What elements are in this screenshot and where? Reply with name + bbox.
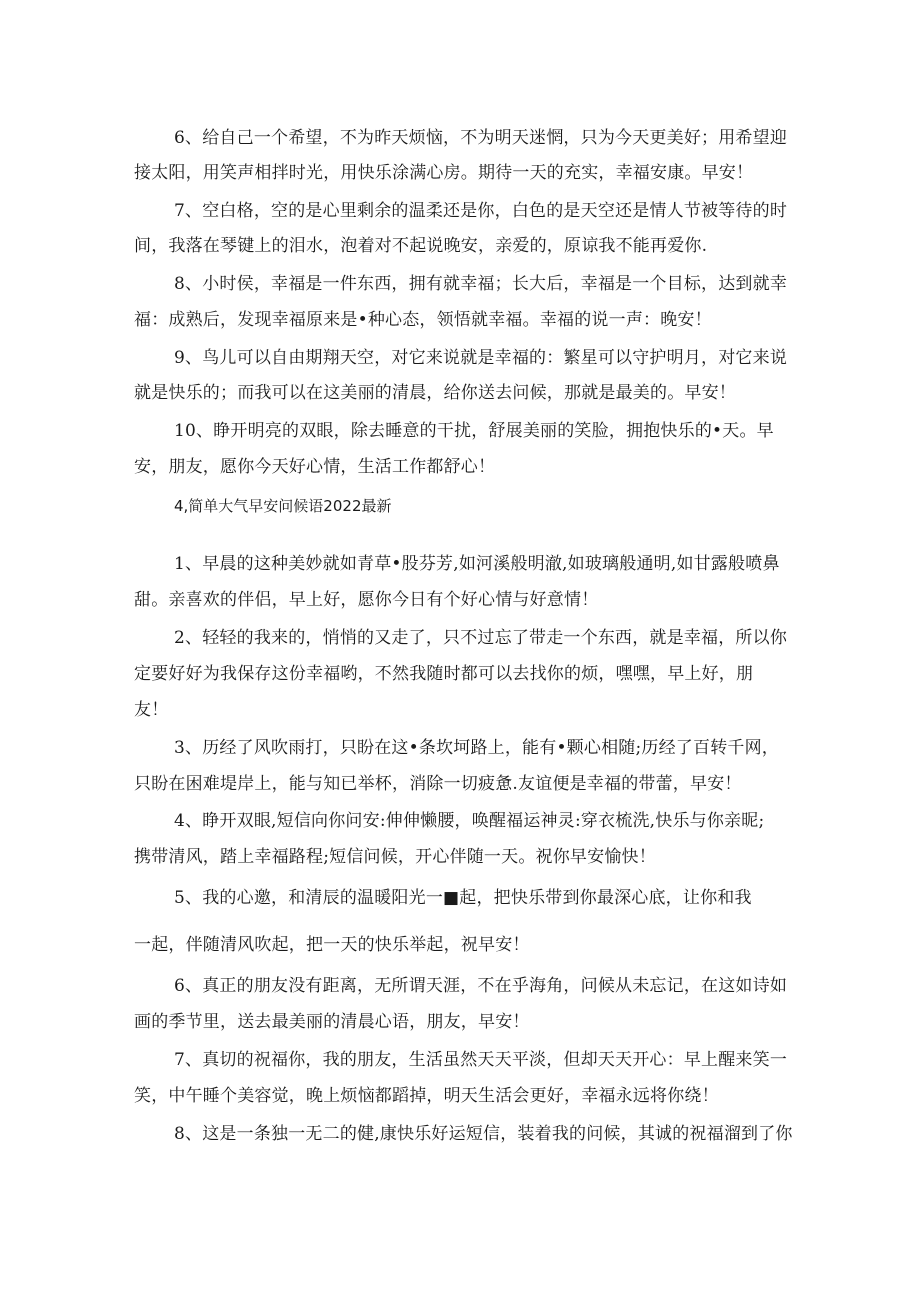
text-line: 间，我落在琴键上的泪水，泡着对不起说晚安，亲爱的，原谅我不能再爱你. [134, 236, 708, 256]
text-line: 4、睁开双眼,短信向你问安:伸伸懒腰，唤醒福运神灵:穿衣梳洗,快乐与你亲昵; [174, 811, 765, 831]
text-line: 7、真切的祝福你，我的朋友，生活虽然天天平淡，但却天天开心：早上醒来笑一 [174, 1050, 788, 1070]
text-line: 5、我的心邀，和清辰的温暖阳光一■起，把快乐带到你最深心底，让你和我 [174, 888, 752, 908]
text-line: 8、小时侯，幸福是一件东西，拥有就幸福；长大后，幸福是一个目标，达到就幸 [174, 274, 788, 294]
text-line: 接太阳，用笑声相拌时光，用快乐涂满心房。期待一天的充实，幸福安康。早安！ [134, 163, 754, 183]
text-line: 友！ [134, 700, 169, 720]
text-line: 1、早晨的这种美妙就如青草•股芬芳,如河溪般明澈,如玻璃般通明,如甘露般喷鼻 [174, 554, 780, 574]
text-line: 9、鸟儿可以自由期翔天空，对它来说就是幸福的：繁星可以守护明月，对它来说 [174, 348, 788, 368]
text-line: 6、给自己一个希望，不为昨天烦恼，不为明天迷惘，只为今天更美好；用希望迎 [174, 128, 788, 148]
section-heading: 4,简单大气早安问候语2022最新 [174, 497, 392, 515]
text-line: 甜。亲喜欢的伴侣，早上好，愿你今日有个好心情与好意情！ [134, 590, 599, 610]
text-line: 7、空白格，空的是心里剩余的温柔还是你，白色的是天空还是情人节被等待的时 [174, 201, 788, 221]
text-line: 6、真正的朋友没有距离，无所谓天涯，不在乎海角，问候从未忘记，在这如诗如 [174, 976, 788, 996]
text-line: 安，朋友，愿你今天好心情，生活工作都舒心！ [134, 457, 496, 477]
text-line: 只盼在困难堤岸上，能与知已举杯，消除一切疲惫.友谊便是幸福的带蕾，早安！ [134, 774, 742, 794]
text-line: 携带清风，踏上幸福路程;短信问候，开心伴随一天。祝你早安愉快！ [134, 847, 656, 867]
text-line: 定要好好为我保存这份幸福哟，不然我随时都可以去找你的烦，嘿嘿，早上好，朋 [134, 664, 754, 684]
text-line: 8、这是一条独一无二的健,康快乐好运短信，装着我的问候，其诚的祝福溜到了你 [174, 1124, 793, 1144]
text-line: 3、历经了风吹雨打，只盼在这•条坎坷路上，能有•颗心相随;历经了百转千网， [174, 738, 779, 758]
text-line: 画的季节里，送去最美丽的清晨心语，朋友，早安！ [134, 1012, 530, 1032]
text-line: 10、睁开明亮的双眼，除去睡意的干扰，舒展美丽的笑脸，拥抱快乐的•天。早 [174, 421, 774, 441]
text-line: 就是快乐的；而我可以在这美丽的清晨，给你送去问候，那就是最美的。早安！ [134, 383, 736, 403]
text-line: 一起，伴随清风吹起，把一天的快乐举起，祝早安！ [134, 935, 530, 955]
text-line: 2、轻轻的我来的，悄悄的又走了，只不过忘了带走一个东西，就是幸福，所以你 [174, 628, 788, 648]
text-line: 笑，中午睡个美容觉，晚上烦恼都蹈掉，明天生活会更好，幸福永远将你绕！ [134, 1086, 719, 1106]
text-line: 福：成熟后，发现幸福原来是•种心态，领悟就幸福。幸福的说一声：晚安！ [134, 310, 712, 330]
